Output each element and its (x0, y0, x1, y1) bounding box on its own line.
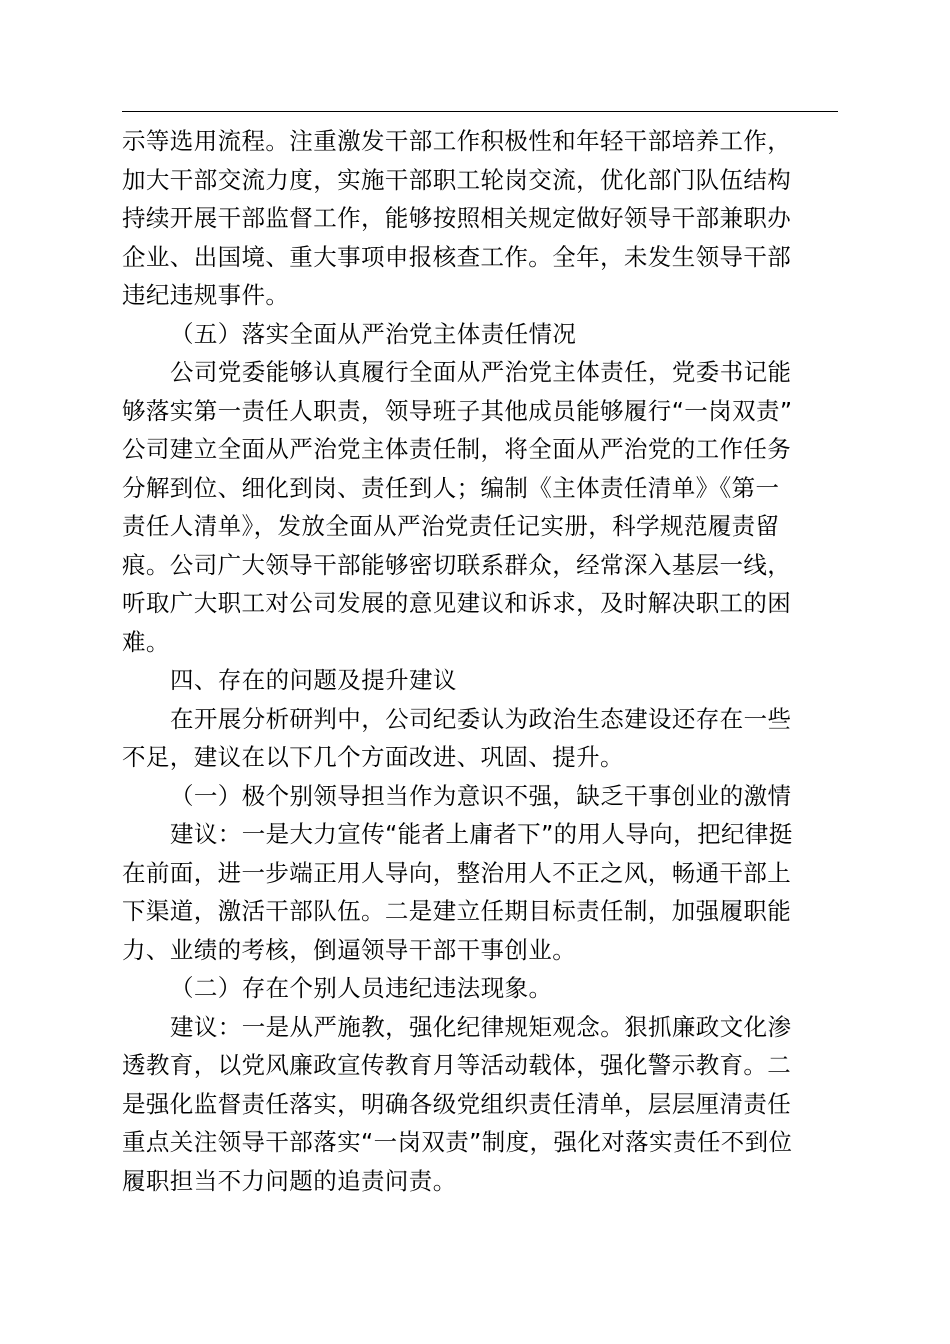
text-line: 违纪违规事件。 (122, 281, 290, 309)
text-line: 分解到位、细化到岗、责任到人；编制《主体责任清单》《第一 (122, 473, 780, 502)
header-rule (122, 111, 838, 112)
text-line: 够落实第一责任人职责，领导班子其他成员能够履行“一岗双责” (122, 396, 793, 425)
text-line: 力、业绩的考核，倒逼领导干部干事创业。 (122, 935, 577, 964)
text-line: 重点关注领导干部落实“一岗双责”制度，强化对落实责任不到位 (122, 1128, 793, 1156)
text-line: 建议：一是从严施教，强化纪律规矩观念。狠抓廉政文化渗 (170, 1012, 792, 1041)
text-line: 公司建立全面从严治党主体责任制，将全面从严治党的工作任务 (122, 435, 792, 463)
text-line: 企业、出国境、重大事项申报核查工作。全年，未发生领导干部 (122, 242, 792, 271)
text-line: 下渠道，激活干部队伍。二是建立任期目标责任制，加强履职能 (122, 897, 792, 925)
text-line: （五）落实全面从严治党主体责任情况 (170, 319, 577, 348)
text-line: 不足，建议在以下几个方面改进、巩固、提升。 (122, 743, 624, 771)
text-line: 在开展分析研判中，公司纪委认为政治生态建设还存在一些 (170, 704, 792, 733)
text-line: 是强化监督责任落实，明确各级党组织责任清单，层层厘清责任 (122, 1089, 792, 1118)
text-line: 听取广大职工对公司发展的意见建议和诉求，及时解决职工的困 (122, 589, 792, 617)
text-line: （二）存在个别人员违纪违法现象。 (170, 974, 553, 1002)
text-line: 加大干部交流力度，实施干部职工轮岗交流，优化部门队伍结构 (122, 165, 792, 194)
body-text (122, 122, 838, 1200)
text-line: 痕。公司广大领导干部能够密切联系群众，经常深入基层一线， (122, 550, 792, 579)
text-line: 履职担当不力问题的追责问责。 (122, 1166, 457, 1195)
text-line: 四、存在的问题及提升建议 (170, 666, 457, 694)
text-line: 透教育，以党风廉政宣传教育月等活动载体，强化警示教育。二 (122, 1051, 792, 1079)
text-line: 责任人清单》，发放全面从严治党责任记实册，科学规范履责留 (122, 512, 780, 540)
text-line: 建议：一是大力宣传“能者上庸者下”的用人导向，把纪律挺 (170, 820, 793, 848)
text-line: 持续开展干部监督工作，能够按照相关规定做好领导干部兼职办 (122, 204, 792, 232)
text-line: 公司党委能够认真履行全面从严治党主体责任，党委书记能 (170, 358, 792, 386)
text-line: 难。 (122, 627, 170, 656)
text-line: 示等选用流程。注重激发干部工作积极性和年轻干部培养工作， (122, 127, 792, 155)
text-line: （一）极个别领导担当作为意识不强，缺乏干事创业的激情 (170, 781, 792, 810)
text-line: 在前面，进一步端正用人导向，整治用人不正之风，畅通干部上 (122, 858, 792, 887)
